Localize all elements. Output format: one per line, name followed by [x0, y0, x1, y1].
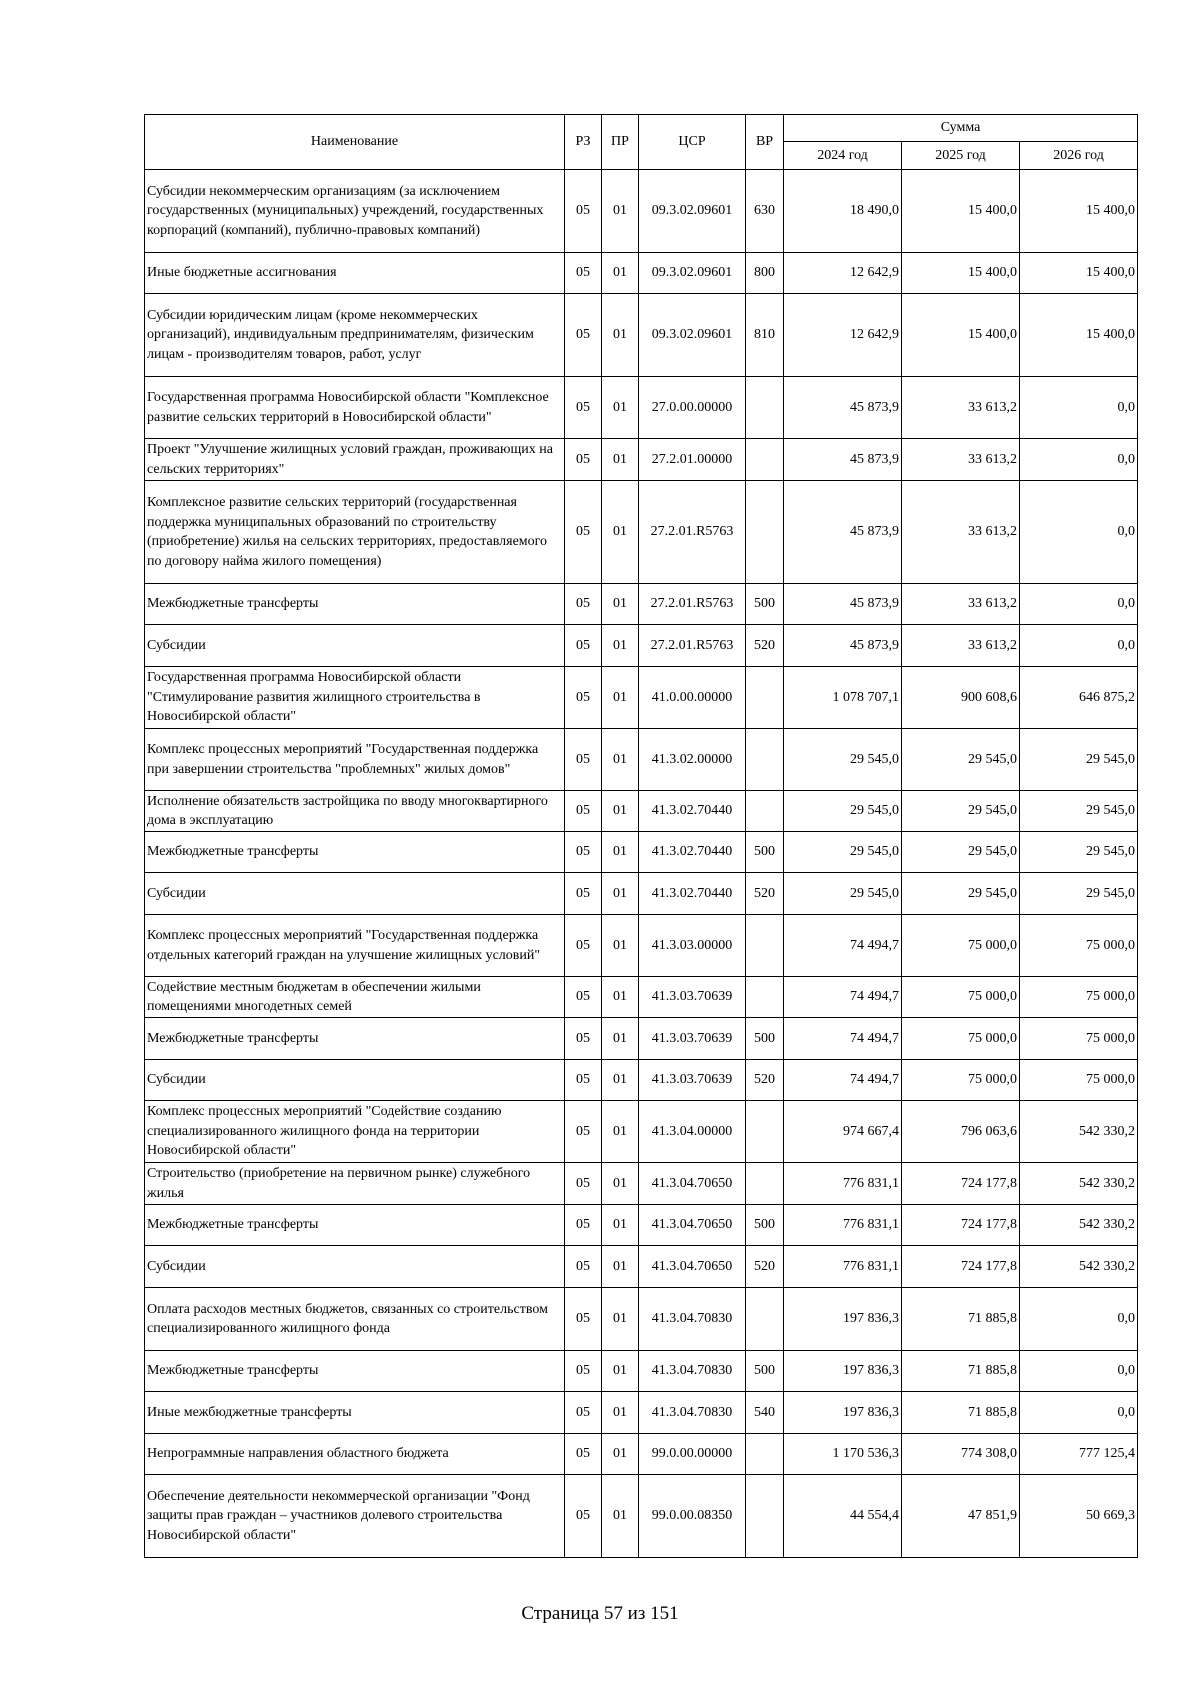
cell-pr: 01 [602, 873, 639, 915]
cell-name: Строительство (приобретение на первичном рынке) служебного жилья [145, 1163, 565, 1205]
cell-rz: 05 [565, 729, 602, 791]
cell-rz: 05 [565, 1434, 602, 1475]
cell-2024: 776 831,1 [784, 1246, 902, 1288]
table-row [145, 1205, 1138, 1246]
cell-2025: 29 545,0 [902, 791, 1020, 832]
cell-2024: 1 170 536,3 [784, 1434, 902, 1475]
cell-name: Проект "Улучшение жилищных условий граждан, проживающих на сельских территориях" [145, 439, 565, 481]
cell-2024: 45 873,9 [784, 439, 902, 481]
cell-2024: 45 873,9 [784, 377, 902, 439]
col-header-name: Наименование [145, 115, 565, 170]
cell-2026: 15 400,0 [1020, 170, 1138, 253]
cell-2025: 29 545,0 [902, 729, 1020, 791]
cell-2026: 0,0 [1020, 625, 1138, 667]
cell-name: Межбюджетные трансферты [145, 1205, 565, 1246]
cell-rz: 05 [565, 1246, 602, 1288]
cell-2025: 75 000,0 [902, 915, 1020, 977]
cell-2025: 47 851,9 [902, 1475, 1020, 1558]
table-row [145, 791, 1138, 832]
cell-2024: 776 831,1 [784, 1205, 902, 1246]
cell-2024: 29 545,0 [784, 832, 902, 873]
cell-pr: 01 [602, 1060, 639, 1101]
table-row [145, 377, 1138, 439]
table-row [145, 729, 1138, 791]
cell-pr: 01 [602, 729, 639, 791]
cell-2026: 0,0 [1020, 1351, 1138, 1392]
cell-pr: 01 [602, 1246, 639, 1288]
table-row [145, 1018, 1138, 1060]
cell-2025: 33 613,2 [902, 439, 1020, 481]
cell-pr: 01 [602, 1434, 639, 1475]
cell-vr: 500 [746, 1351, 784, 1392]
cell-rz: 05 [565, 977, 602, 1018]
cell-pr: 01 [602, 170, 639, 253]
cell-rz: 05 [565, 667, 602, 729]
cell-2024: 197 836,3 [784, 1288, 902, 1351]
table-row [145, 481, 1138, 584]
cell-pr: 01 [602, 667, 639, 729]
cell-csr: 27.0.00.00000 [639, 377, 746, 439]
header-row-top [145, 115, 1138, 142]
cell-2024: 12 642,9 [784, 253, 902, 294]
table-row [145, 1163, 1138, 1205]
cell-2026: 0,0 [1020, 377, 1138, 439]
cell-csr: 27.2.01.R5763 [639, 481, 746, 584]
table-body [145, 170, 1138, 1558]
cell-rz: 05 [565, 377, 602, 439]
cell-csr: 41.3.02.70440 [639, 832, 746, 873]
cell-2024: 45 873,9 [784, 625, 902, 667]
col-header-2024: 2024 год [784, 142, 902, 170]
cell-vr: 800 [746, 253, 784, 294]
cell-2026: 50 669,3 [1020, 1475, 1138, 1558]
table-row [145, 1392, 1138, 1434]
col-header-vr: ВР [746, 115, 784, 170]
cell-2025: 15 400,0 [902, 294, 1020, 377]
cell-pr: 01 [602, 915, 639, 977]
cell-2024: 45 873,9 [784, 481, 902, 584]
cell-name: Иные межбюджетные трансферты [145, 1392, 565, 1434]
cell-name: Комплексное развитие сельских территорий (государственная поддержка муниципальных образований по строительству (приобретение) жилья на сельских территориях, предоставляемого по договору найма жилого помещения) [145, 481, 565, 584]
cell-pr: 01 [602, 625, 639, 667]
table-row [145, 873, 1138, 915]
col-header-2026: 2026 год [1020, 142, 1138, 170]
cell-2025: 75 000,0 [902, 1018, 1020, 1060]
cell-2025: 724 177,8 [902, 1246, 1020, 1288]
cell-rz: 05 [565, 832, 602, 873]
col-header-rz: РЗ [565, 115, 602, 170]
cell-2024: 74 494,7 [784, 1060, 902, 1101]
cell-pr: 01 [602, 1205, 639, 1246]
cell-csr: 41.3.04.70830 [639, 1288, 746, 1351]
cell-name: Обеспечение деятельности некоммерческой организации "Фонд защиты прав граждан – участников долевого строительства Новосибирской области" [145, 1475, 565, 1558]
cell-2026: 75 000,0 [1020, 1060, 1138, 1101]
cell-rz: 05 [565, 253, 602, 294]
cell-2026: 542 330,2 [1020, 1101, 1138, 1163]
cell-2025: 71 885,8 [902, 1392, 1020, 1434]
table-row [145, 915, 1138, 977]
cell-vr [746, 1163, 784, 1205]
cell-2026: 15 400,0 [1020, 253, 1138, 294]
col-header-2025: 2025 год [902, 142, 1020, 170]
cell-2025: 724 177,8 [902, 1205, 1020, 1246]
cell-pr: 01 [602, 791, 639, 832]
cell-name: Межбюджетные трансферты [145, 584, 565, 625]
cell-vr [746, 439, 784, 481]
cell-rz: 05 [565, 625, 602, 667]
cell-vr [746, 915, 784, 977]
cell-rz: 05 [565, 915, 602, 977]
cell-rz: 05 [565, 294, 602, 377]
table-row [145, 977, 1138, 1018]
cell-2024: 29 545,0 [784, 873, 902, 915]
cell-2025: 15 400,0 [902, 253, 1020, 294]
cell-2026: 29 545,0 [1020, 873, 1138, 915]
cell-csr: 41.3.04.70830 [639, 1351, 746, 1392]
cell-pr: 01 [602, 1392, 639, 1434]
cell-name: Исполнение обязательств застройщика по вводу многоквартирного дома в эксплуатацию [145, 791, 565, 832]
cell-2026: 75 000,0 [1020, 977, 1138, 1018]
cell-csr: 41.3.02.70440 [639, 873, 746, 915]
cell-2024: 974 667,4 [784, 1101, 902, 1163]
cell-csr: 41.3.04.70650 [639, 1205, 746, 1246]
cell-vr [746, 667, 784, 729]
cell-2025: 71 885,8 [902, 1351, 1020, 1392]
cell-2025: 796 063,6 [902, 1101, 1020, 1163]
cell-csr: 41.3.02.70440 [639, 791, 746, 832]
cell-2025: 71 885,8 [902, 1288, 1020, 1351]
cell-name: Комплекс процессных мероприятий "Государственная поддержка отдельных категорий граждан на улучшение жилищных условий" [145, 915, 565, 977]
cell-csr: 41.3.04.00000 [639, 1101, 746, 1163]
cell-rz: 05 [565, 1351, 602, 1392]
cell-vr: 810 [746, 294, 784, 377]
cell-name: Содействие местным бюджетам в обеспечении жилыми помещениями многодетных семей [145, 977, 565, 1018]
cell-vr: 520 [746, 1246, 784, 1288]
cell-name: Субсидии [145, 1060, 565, 1101]
table-row [145, 1351, 1138, 1392]
table-row [145, 1288, 1138, 1351]
cell-2026: 542 330,2 [1020, 1246, 1138, 1288]
cell-2024: 1 078 707,1 [784, 667, 902, 729]
cell-rz: 05 [565, 791, 602, 832]
cell-csr: 41.3.03.70639 [639, 1018, 746, 1060]
cell-2026: 75 000,0 [1020, 1018, 1138, 1060]
col-header-sum: Сумма [784, 115, 1138, 142]
cell-2026: 542 330,2 [1020, 1205, 1138, 1246]
cell-2024: 197 836,3 [784, 1351, 902, 1392]
cell-vr [746, 1475, 784, 1558]
cell-csr: 09.3.02.09601 [639, 170, 746, 253]
cell-name: Межбюджетные трансферты [145, 1018, 565, 1060]
cell-pr: 01 [602, 1475, 639, 1558]
cell-2024: 197 836,3 [784, 1392, 902, 1434]
cell-2025: 33 613,2 [902, 584, 1020, 625]
cell-vr [746, 1434, 784, 1475]
table-row [145, 170, 1138, 253]
cell-vr [746, 481, 784, 584]
cell-2024: 74 494,7 [784, 915, 902, 977]
cell-vr [746, 729, 784, 791]
cell-name: Непрограммные направления областного бюджета [145, 1434, 565, 1475]
cell-name: Иные бюджетные ассигнования [145, 253, 565, 294]
cell-rz: 05 [565, 1288, 602, 1351]
cell-csr: 41.3.04.70650 [639, 1246, 746, 1288]
cell-2025: 900 608,6 [902, 667, 1020, 729]
cell-csr: 41.3.03.70639 [639, 977, 746, 1018]
cell-rz: 05 [565, 1163, 602, 1205]
table-row [145, 584, 1138, 625]
cell-name: Субсидии некоммерческим организациям (за исключением государственных (муниципальных) учреждений, государственных корпораций (компаний), публично-правовых компаний) [145, 170, 565, 253]
cell-2025: 724 177,8 [902, 1163, 1020, 1205]
cell-vr [746, 791, 784, 832]
cell-csr: 27.2.01.R5763 [639, 584, 746, 625]
cell-name: Межбюджетные трансферты [145, 832, 565, 873]
cell-csr: 27.2.01.00000 [639, 439, 746, 481]
cell-name: Субсидии юридическим лицам (кроме некоммерческих организаций), индивидуальным предпринимателям, физическим лицам - производителям товаров, работ, услуг [145, 294, 565, 377]
cell-2026: 646 875,2 [1020, 667, 1138, 729]
cell-vr: 500 [746, 1018, 784, 1060]
cell-vr: 540 [746, 1392, 784, 1434]
cell-vr: 520 [746, 625, 784, 667]
cell-vr [746, 1288, 784, 1351]
cell-2024: 74 494,7 [784, 977, 902, 1018]
cell-rz: 05 [565, 481, 602, 584]
cell-2026: 0,0 [1020, 439, 1138, 481]
cell-pr: 01 [602, 584, 639, 625]
cell-2026: 542 330,2 [1020, 1163, 1138, 1205]
cell-pr: 01 [602, 377, 639, 439]
cell-pr: 01 [602, 977, 639, 1018]
cell-2024: 44 554,4 [784, 1475, 902, 1558]
cell-vr [746, 977, 784, 1018]
cell-pr: 01 [602, 1163, 639, 1205]
cell-rz: 05 [565, 439, 602, 481]
table-row [145, 667, 1138, 729]
cell-2025: 15 400,0 [902, 170, 1020, 253]
cell-2025: 75 000,0 [902, 977, 1020, 1018]
cell-name: Межбюджетные трансферты [145, 1351, 565, 1392]
cell-2025: 29 545,0 [902, 873, 1020, 915]
cell-rz: 05 [565, 584, 602, 625]
cell-vr [746, 377, 784, 439]
cell-rz: 05 [565, 873, 602, 915]
cell-name: Государственная программа Новосибирской области "Стимулирование развития жилищного строительства в Новосибирской области" [145, 667, 565, 729]
cell-rz: 05 [565, 1205, 602, 1246]
cell-2024: 29 545,0 [784, 729, 902, 791]
col-header-pr: ПР [602, 115, 639, 170]
cell-2025: 774 308,0 [902, 1434, 1020, 1475]
cell-vr: 520 [746, 873, 784, 915]
col-header-csr: ЦСР [639, 115, 746, 170]
cell-2024: 18 490,0 [784, 170, 902, 253]
table-row [145, 1246, 1138, 1288]
cell-2024: 74 494,7 [784, 1018, 902, 1060]
cell-2025: 33 613,2 [902, 377, 1020, 439]
cell-2025: 29 545,0 [902, 832, 1020, 873]
cell-2024: 45 873,9 [784, 584, 902, 625]
cell-pr: 01 [602, 294, 639, 377]
cell-pr: 01 [602, 1351, 639, 1392]
cell-pr: 01 [602, 481, 639, 584]
cell-2024: 29 545,0 [784, 791, 902, 832]
table-row [145, 439, 1138, 481]
cell-name: Государственная программа Новосибирской области "Комплексное развитие сельских территорий в Новосибирской области" [145, 377, 565, 439]
table-row [145, 294, 1138, 377]
cell-2025: 33 613,2 [902, 625, 1020, 667]
budget-table [144, 114, 1138, 1558]
cell-2026: 0,0 [1020, 1288, 1138, 1351]
cell-pr: 01 [602, 832, 639, 873]
cell-name: Субсидии [145, 873, 565, 915]
cell-csr: 99.0.00.00000 [639, 1434, 746, 1475]
cell-2026: 29 545,0 [1020, 729, 1138, 791]
cell-vr: 520 [746, 1060, 784, 1101]
cell-csr: 41.3.03.00000 [639, 915, 746, 977]
cell-csr: 99.0.00.08350 [639, 1475, 746, 1558]
cell-2026: 0,0 [1020, 481, 1138, 584]
cell-pr: 01 [602, 253, 639, 294]
cell-pr: 01 [602, 1018, 639, 1060]
table-row [145, 832, 1138, 873]
cell-rz: 05 [565, 1101, 602, 1163]
page-number: Страница 57 из 151 [521, 1603, 679, 1624]
cell-csr: 41.3.04.70650 [639, 1163, 746, 1205]
table-row [145, 1101, 1138, 1163]
cell-rz: 05 [565, 1475, 602, 1558]
cell-vr: 630 [746, 170, 784, 253]
cell-csr: 41.3.04.70830 [639, 1392, 746, 1434]
cell-name: Комплекс процессных мероприятий "Государственная поддержка при завершении строительства "проблемных" жилых домов" [145, 729, 565, 791]
cell-csr: 41.0.00.00000 [639, 667, 746, 729]
cell-rz: 05 [565, 170, 602, 253]
cell-rz: 05 [565, 1060, 602, 1101]
cell-rz: 05 [565, 1392, 602, 1434]
cell-vr: 500 [746, 584, 784, 625]
cell-2026: 29 545,0 [1020, 791, 1138, 832]
cell-name: Субсидии [145, 1246, 565, 1288]
cell-2026: 777 125,4 [1020, 1434, 1138, 1475]
cell-2024: 12 642,9 [784, 294, 902, 377]
cell-2026: 15 400,0 [1020, 294, 1138, 377]
cell-csr: 27.2.01.R5763 [639, 625, 746, 667]
cell-csr: 09.3.02.09601 [639, 294, 746, 377]
table-row [145, 253, 1138, 294]
cell-csr: 41.3.03.70639 [639, 1060, 746, 1101]
cell-vr: 500 [746, 832, 784, 873]
cell-2026: 75 000,0 [1020, 915, 1138, 977]
cell-2025: 75 000,0 [902, 1060, 1020, 1101]
table-row [145, 1060, 1138, 1101]
cell-2026: 0,0 [1020, 1392, 1138, 1434]
cell-pr: 01 [602, 1101, 639, 1163]
cell-2026: 29 545,0 [1020, 832, 1138, 873]
cell-name: Комплекс процессных мероприятий "Содействие созданию специализированного жилищного фонда на территории Новосибирской области" [145, 1101, 565, 1163]
cell-vr: 500 [746, 1205, 784, 1246]
cell-name: Оплата расходов местных бюджетов, связанных со строительством специализированного жилищного фонда [145, 1288, 565, 1351]
cell-pr: 01 [602, 1288, 639, 1351]
cell-2024: 776 831,1 [784, 1163, 902, 1205]
cell-csr: 09.3.02.09601 [639, 253, 746, 294]
cell-csr: 41.3.02.00000 [639, 729, 746, 791]
cell-pr: 01 [602, 439, 639, 481]
table-row [145, 1434, 1138, 1475]
cell-2025: 33 613,2 [902, 481, 1020, 584]
cell-rz: 05 [565, 1018, 602, 1060]
cell-vr [746, 1101, 784, 1163]
table-row [145, 625, 1138, 667]
cell-2026: 0,0 [1020, 584, 1138, 625]
table-row [145, 1475, 1138, 1558]
cell-name: Субсидии [145, 625, 565, 667]
